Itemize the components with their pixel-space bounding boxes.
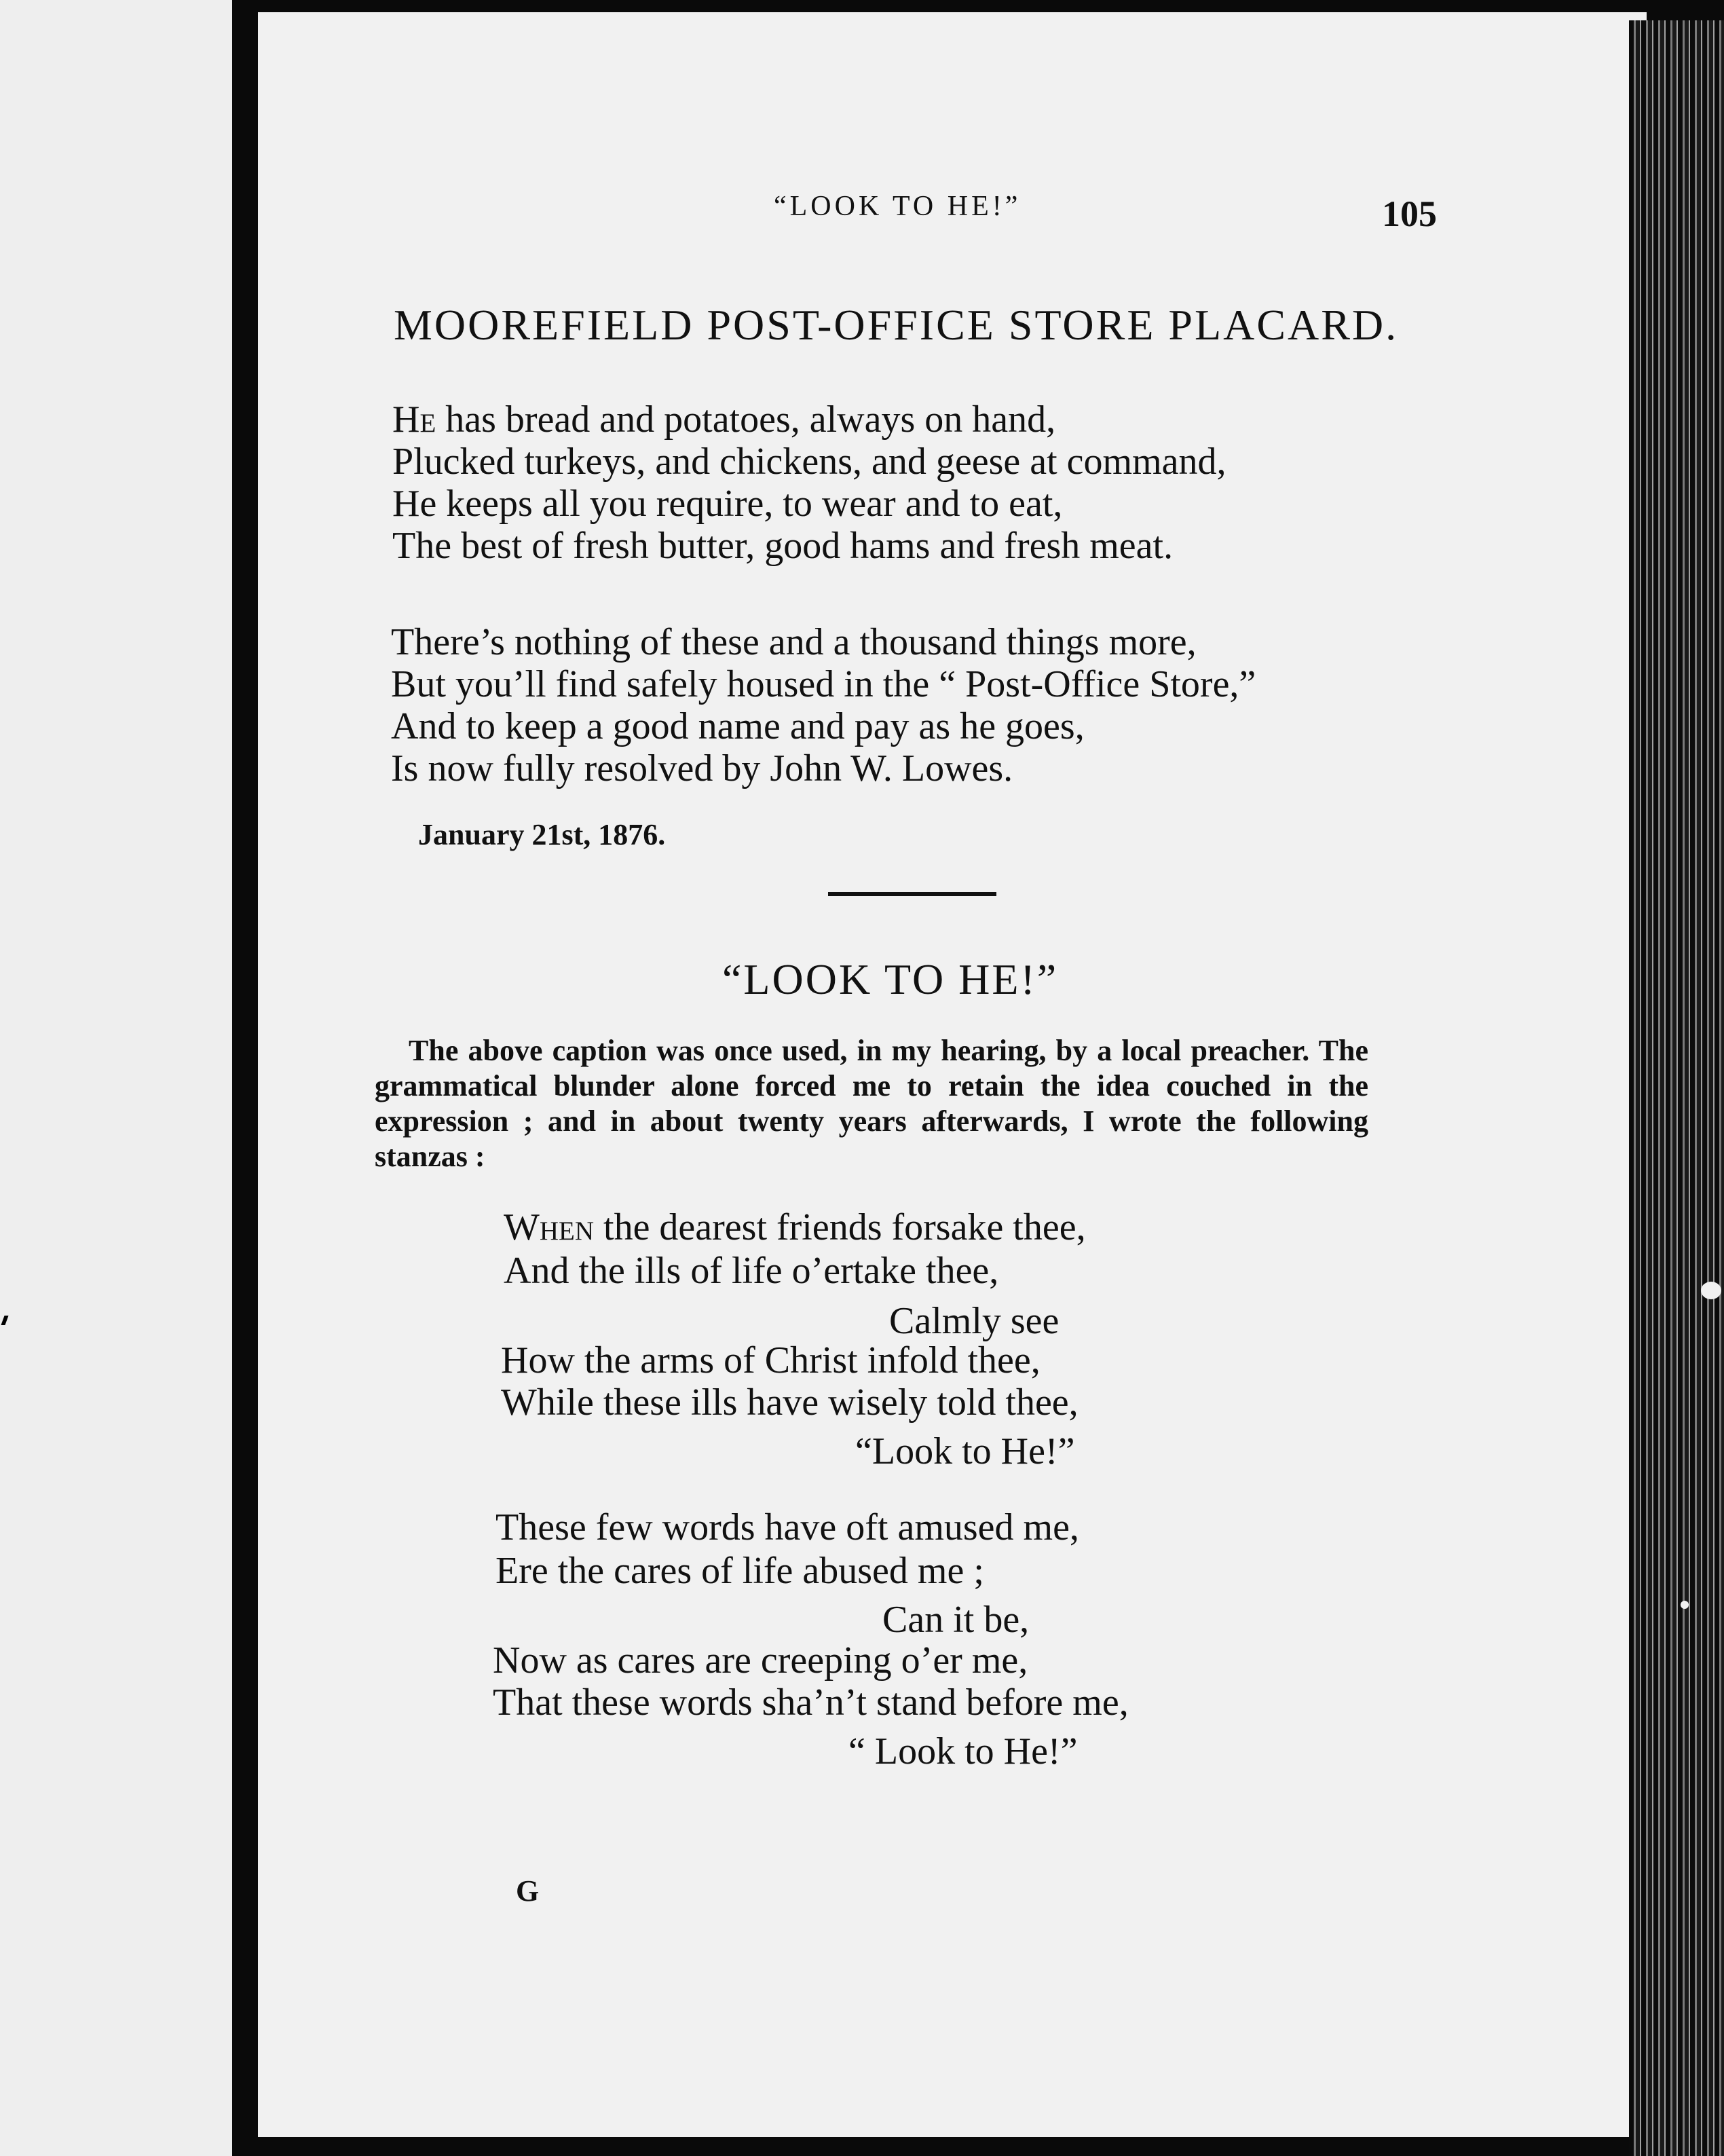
poem-first-word: When	[504, 1206, 595, 1248]
ink-mark	[1, 1316, 8, 1325]
scan-speck	[1681, 1601, 1689, 1609]
page-edges	[1629, 20, 1724, 2156]
poem-introduction: The above caption was once used, in my hearing, by a local preacher. The grammatical blunder alone forced me to retain the idea couched in the expression ; and in about twenty years afterwards, I wrote the following stanzas :	[375, 1034, 1368, 1173]
poem-line-11: That these words sha’n’t stand before me,	[493, 1681, 1129, 1724]
poem-line-3: Calmly see	[889, 1300, 1060, 1342]
poem-line-7: These few words have oft amused me,	[495, 1506, 1079, 1548]
poem-line-2: And the ills of life o’ertake thee,	[504, 1250, 999, 1292]
scan-speck	[1701, 1282, 1721, 1299]
placard-line-1: He has bread and potatoes, always on hand,	[392, 398, 1056, 441]
poem-line-8: Ere the cares of life abused me ;	[495, 1550, 984, 1592]
printer-signature-mark: G	[516, 1874, 540, 1908]
poem-line-5: While these ills have wisely told thee,	[501, 1381, 1079, 1424]
placard-line-3: He keeps all you require, to wear and to eat,	[392, 483, 1063, 525]
poem-title: “LOOK TO HE!”	[722, 955, 1059, 1003]
placard-line-7: And to keep a good name and pay as he goes,	[391, 705, 1085, 747]
placard-line-8: Is now fully resolved by John W. Lowes.	[391, 747, 1013, 789]
poem-line-12: “ Look to He!”	[848, 1730, 1078, 1772]
poem-line-9: Can it be,	[882, 1599, 1030, 1641]
placard-line-4: The best of fresh butter, good hams and fresh meat.	[392, 525, 1174, 567]
poem-line-1: When the dearest friends forsake thee,	[504, 1206, 1086, 1248]
book-page	[258, 12, 1647, 2137]
placard-first-word: He	[392, 398, 436, 441]
placard-date: January 21st, 1876.	[418, 818, 666, 851]
poem-line-6: “Look to He!”	[855, 1430, 1075, 1472]
running-head: “LOOK TO HE!”	[774, 191, 1022, 222]
placard-line-6: But you’ll find safely housed in the “ Post-Office Store,”	[391, 663, 1256, 705]
placard-title: MOOREFIELD POST-OFFICE STORE PLACARD.	[394, 301, 1399, 349]
section-divider	[828, 892, 996, 896]
poem-line-4: How the arms of Christ infold thee,	[501, 1339, 1041, 1381]
left-page-edge	[0, 0, 232, 2156]
page-number: 105	[1382, 193, 1437, 234]
placard-line-5: There’s nothing of these and a thousand things more,	[391, 621, 1197, 663]
placard-line-2: Plucked turkeys, and chickens, and geese at command,	[392, 441, 1226, 483]
book-gutter	[232, 0, 258, 2156]
poem-line-10: Now as cares are creeping o’er me,	[493, 1639, 1028, 1681]
